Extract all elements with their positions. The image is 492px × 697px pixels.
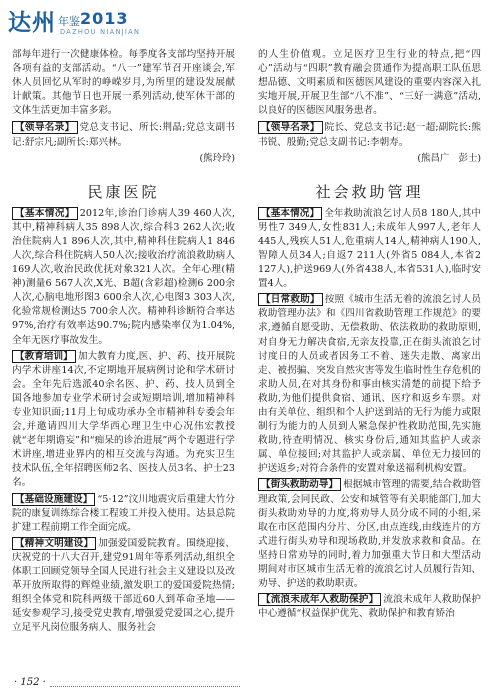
- page-header: [0, 0, 492, 46]
- spiritual-civilization-text: 加强爱国爱院教育。围绕迎接、庆祝党的十八大召开,建党91周年等系列活动,组织全体职工回顾党领导全国人民进行社会主义建设以及改革开放所取得的辉煌业绩,激发职工的爱国爱院热情;组织全体党和院科两级干部近60人到革命圣地——延安参观学习,接受党史教育,增强爱党爱国之心,提升立足平凡岗位服务病人、服务社会: [12, 537, 235, 634]
- hospital-spiritual-civilization: [12, 537, 235, 636]
- page-number: · 152 ·: [14, 677, 46, 688]
- aid-minor-protection: [258, 593, 481, 621]
- daily-assistance-text: 按照《城市生活无着的流浪乞讨人员救助管理办法》和《四川省救助管理工作规范》的要求,遵循自愿受助、无偿救助、依法救助的救助原则,对自身无力解决食宿,无亲友投靠,正在街头流浪乞讨讨度日的人员或者因务工不着、迷失走散、离家出走、被拐骗、突发自然灾害等发生临时性生存危机的求助人员,在对其身份和事由核实清楚的前提下给予救助,为他们提供食宿、通讯、医疗和返乡车票。对由有关单位、组织和个人护送到站的无行为能力或限制行为能力的人员到人紧急保护性救助范围,先实施救助,待查明情况、核实身份后,通知其监护人或亲属、单位接回;对其监护人或亲属、单位无力接回的护送返乡;对符合条件的安置对象送福利机构安置。: [258, 294, 481, 475]
- aid-street-guidance: [258, 478, 481, 591]
- footer-divider: [50, 686, 240, 687]
- street-guidance-tag: 【街头救助动导】: [258, 478, 341, 491]
- yearbook-year: 2013: [80, 9, 129, 28]
- education-tag: 【教育培训】: [12, 350, 76, 363]
- leader-list-tag: 【领导名录】: [258, 121, 323, 134]
- yearbook-title: 达州: [8, 10, 56, 36]
- street-guidance-text: 根据城市管理的需要,结合救助管理政策,会同民政、公安和城管等有关职能部门,加大街头救助劝导的力度,将劝导人员分成不同的小组,采取在市区范围内分片、分区,由点连线,由线连片的方式进行街头劝导和现场救助,并发放求救和食品。在坚持日常劝导的同时,着力加强重大节日和大型活动期间对市区城市生活无着的流浪乞讨人员履行告知、劝导、护送的救助职责。: [258, 479, 481, 590]
- education-text: 加大教育力度,医、护、药、技开展院内学术讲座14次,不定期地开展病例讨论和学术研讨会。全年先后选派40余名医、护、药、技人员到全国各地参加专业学术研讨会或短期培训,增加精神科专业知识面;11月上旬成功承办全市精神科专委会年会,并邀请四川大学华西心理卫生中心况伟宏教授就“老年期谵妄”和“痴呆的诊治进展”两个专题进行学术讲座,增进业界内的相互交流与沟通。为充实卫生技术队伍,全年招聘医师2名、医技人员3名、护士23名。: [12, 350, 235, 489]
- left-signature: (熊玲玲): [199, 152, 235, 164]
- aid-basic-info: [258, 207, 481, 292]
- spiritual-civilization-tag: 【精神文明建设】: [12, 537, 96, 550]
- leader-list-text: 院长、党总支书记:赵一超;副院长:熊书锐、殷勤;党总支副书记:李朝寿。: [258, 122, 481, 148]
- section-title-minkang-hospital: 民康医院: [87, 182, 160, 201]
- section-title-social-aid: 社会救助管理: [315, 182, 424, 201]
- daily-assistance-tag: 【日常救助】: [258, 293, 323, 306]
- hospital-infrastructure: [12, 493, 235, 535]
- leader-list-tag: 【领导名录】: [12, 121, 78, 134]
- basic-info-text: 2012年,诊治门诊病人39 460人次,其中,精神科病人35 898人次,综合科3 262人次;收治住院病人1 896人次,其中,精神科住院病人1 846人次,综合科住院病人50人次;接收治疗流浪救助病人169人次,收治民政优抚对象321人次。全年心理(精神)测量6 567人次,X光、B超(含彩超)检测6 200余人次,心脑电地形图3 600余人次,心电图3 303人次,化验常规检测达5 700余人次。精神科诊断符合率达97%,治疗有效率达90.7%;院内感染率仅为1.04%,全年无医疗事故发生。: [12, 207, 235, 346]
- hospital-education: [12, 350, 235, 491]
- basic-info-tag: 【基本情况】: [12, 207, 78, 220]
- left-column: [12, 48, 235, 635]
- right-signature: (熊昌广 彭士): [417, 152, 481, 164]
- hospital-basic-info: [12, 207, 235, 348]
- leader-list-text: 党总支书记、所长:荆晶;党总支副书记:舒宗凡;副所长:郑兴林。: [12, 122, 236, 148]
- infrastructure-text: “5·12”汶川地震灾后重建大竹分院的康复训练综合楼工程竣工并投入使用。达县总院扩建工程前期工作全面完成。: [12, 493, 236, 533]
- minor-protection-text: 流浪未成年人救助保护中心遵循“权益保护优先、救助保护和教育矫治: [258, 594, 481, 620]
- infrastructure-tag: 【基础设施建设】: [12, 493, 95, 506]
- right-column: [258, 48, 481, 621]
- right-leader-list: [258, 121, 481, 149]
- basic-info-text: 全年救助流浪乞讨人员8 180人,其中男性7 349人,女性831人;未成年人997人,老年人445人,残疾人51人,危重病人14人,精神病人190人,智障人员34人;自返7 211人(外省5 084人,本省2 127人),护送969人(外省438人,本省531人),临时安置4人。: [258, 207, 482, 290]
- basic-info-tag: 【基本情况】: [258, 207, 322, 220]
- aid-daily-assistance: [258, 293, 481, 476]
- right-continued-paragraph: 的人生价值观。立足医疗卫生行业的特点,把“四心”活动与“四职”教育融会贯通作为提高职工队伍思想品德、文明素质和医德医风建设的重要内容深入扎实地开展,开展卫生部“八不准”、“三好一满意”活动,以良好的医德医风服务患者。: [258, 49, 481, 117]
- yearbook-subtitle: DAZHOU NIANJIAN: [60, 28, 141, 36]
- left-leader-list: [12, 121, 235, 149]
- minor-protection-tag: 【流浪未成年人救助保护】: [258, 593, 381, 606]
- left-continued-paragraph: 部每年进行一次健康体检。每季度各支部均坚持开展各项有益的支部活动。“八一”建军节召开座谈会,军休人员回忆从军时的峥嵘岁月,为所里的建设发展献计献策。其他节日也开展一系列活动,使军休干部的文体生活更加丰富多彩。: [12, 49, 235, 117]
- yearbook-label: 年鉴: [58, 15, 80, 28]
